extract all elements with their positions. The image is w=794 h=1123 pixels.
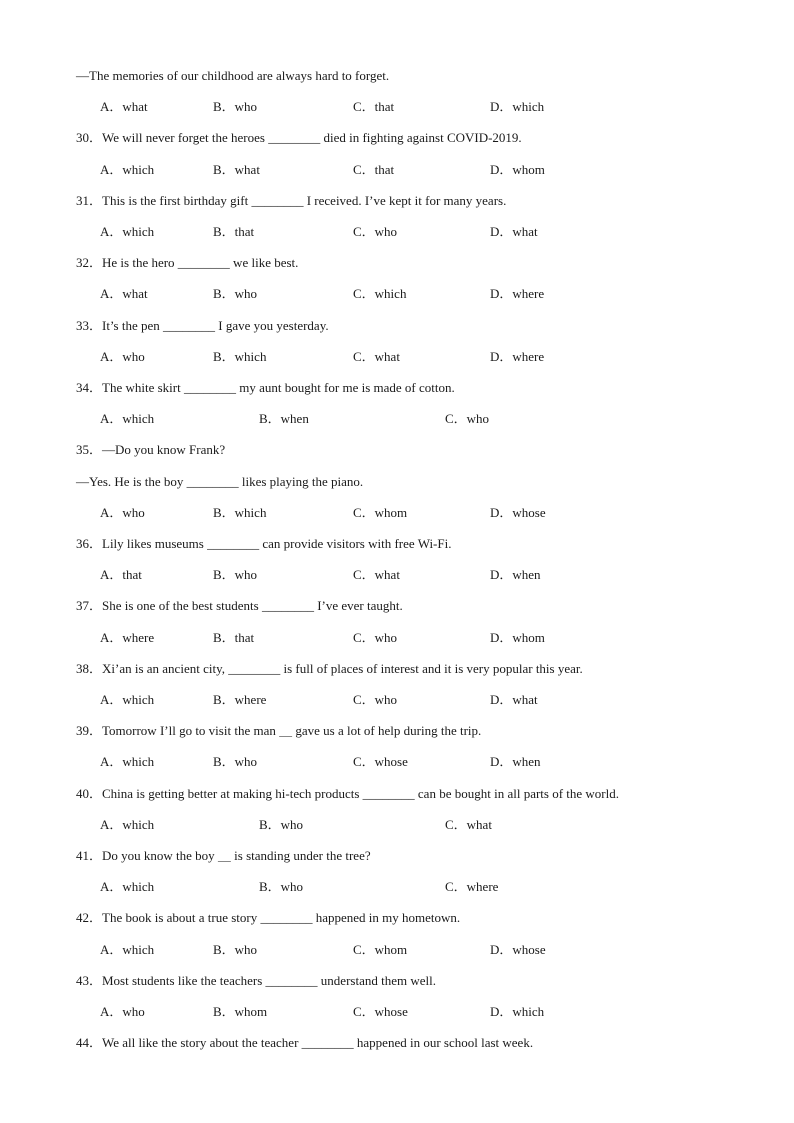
option-c: C．who [353,692,398,707]
option-a: A．which [100,411,155,427]
option-c: C．who [353,629,398,645]
question-text: 31．This is the first birthday gift ________ I received. I’ve kept it for many years. [76,192,507,208]
option-c: C．that [353,161,395,177]
option-b: B．when [259,411,309,427]
option-a: A．which [100,224,155,239]
option-d: D．when [490,754,541,770]
question-text: 35．—Do you know Frank? [76,442,226,458]
option-d: D．where [490,286,545,302]
option-d: D．whom [490,629,545,645]
option-a: A．which [100,816,155,832]
option-b: B．where [213,692,267,707]
option-c: C．where [445,879,499,895]
option-d: D．when [490,567,541,583]
option-c: C．who [353,224,398,239]
option-c: C．whom [353,941,408,957]
option-c: C．which [353,286,407,302]
option-d: D．whose [490,504,546,520]
option-c: C．what [353,348,400,364]
option-a: A．which [100,941,155,957]
option-a: A．which [100,161,155,177]
option-a: A．who [100,1004,145,1019]
question-text: 32．He is the hero ________ we like best. [76,255,299,271]
option-d: D．which [490,1004,545,1019]
option-c: C．whose [353,1004,408,1019]
option-c: C．whose [353,754,408,770]
option-c: C．what [445,816,492,832]
option-d: D．whose [490,941,546,957]
option-c: C．what [353,567,400,583]
option-b: B．who [213,99,258,115]
option-b: B．which [213,348,267,364]
question-text: —The memories of our childhood are always hard to forget. [76,68,390,83]
option-a: A．what [100,286,148,302]
option-d: D．whom [490,161,545,177]
question-text: 39．Tomorrow I’ll go to visit the man ＿ gave us a lot of help during the trip. [76,723,482,739]
question-text: 36．Lily likes museums ________ can provide visitors with free Wi-Fi. [76,536,452,551]
option-d: D．what [490,224,538,239]
option-a: A．what [100,99,148,115]
option-a: A．who [100,348,145,364]
question-text: 40．China is getting better at making hi-tech products ________ can be bought in all parts of the world. [76,785,619,801]
option-a: A．which [100,754,155,770]
option-b: B．who [213,754,258,770]
option-d: D．which [490,99,545,115]
option-c: C．that [353,99,395,115]
question-text: 38．Xi’an is an ancient city, ________ is full of places of interest and it is very popular this year. [76,660,583,676]
option-c: C．who [445,411,490,427]
option-b: B．what [213,161,260,177]
option-a: A．where [100,629,155,645]
question-text: 43．Most students like the teachers ________ understand them well. [76,972,436,988]
option-b: B．that [213,629,255,645]
option-c: C．whom [353,504,408,520]
question-text: 33．It’s the pen ________ I gave you yesterday. [76,317,329,333]
option-a: A．which [100,879,155,895]
question-text: 44．We all like the story about the teacher ________ happened in our school last week. [76,1035,534,1051]
question-text: 37．She is one of the best students ________ I’ve ever taught. [76,598,403,614]
option-b: B．that [213,224,255,239]
question-text: 30．We will never forget the heroes ________ died in fighting against COVID-2019. [76,130,522,146]
option-b: B．whom [213,1004,268,1019]
option-b: B．who [259,816,304,832]
option-a: A．who [100,504,145,520]
option-a: A．that [100,567,142,583]
option-b: B．who [213,286,258,302]
option-b: B．which [213,504,267,520]
option-d: D．where [490,348,545,364]
option-d: D．what [490,692,538,707]
question-text: —Yes. He is the boy ________ likes playing the piano. [76,473,364,489]
option-b: B．who [213,941,258,957]
option-b: B．who [259,879,304,895]
question-text: 34．The white skirt ________ my aunt bought for me is made of cotton. [76,380,455,395]
question-text: 42．The book is about a true story ________ happened in my hometown. [76,910,461,926]
option-a: A．which [100,692,155,707]
option-b: B．who [213,567,258,583]
question-text: 41．Do you know the boy ＿ is standing under the tree? [76,848,371,863]
